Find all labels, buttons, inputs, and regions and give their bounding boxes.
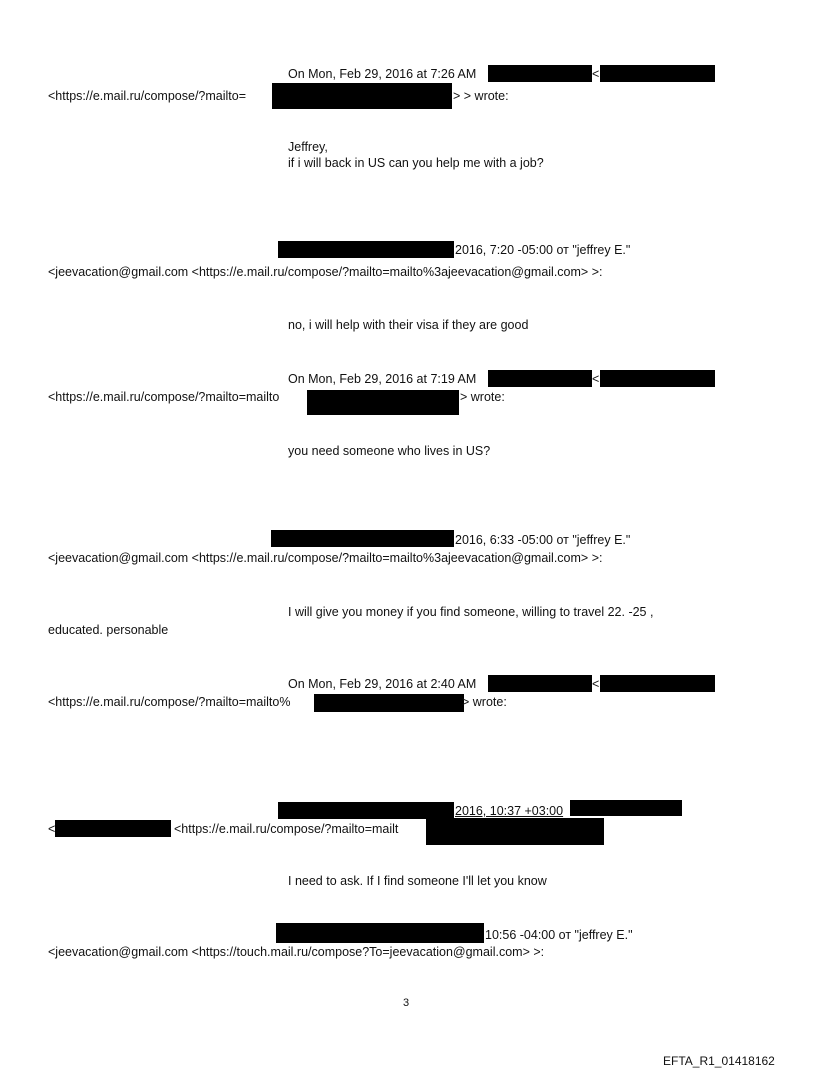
- sender-email-line[interactable]: <jeevacation@gmail.com <https://e.mail.ru/compose/?mailto=mailto%3ajeevacation@gmail.com> >:: [48, 551, 603, 565]
- email-bracket: <: [48, 822, 56, 836]
- redaction-box: [488, 65, 592, 82]
- redaction-box: [307, 390, 459, 415]
- redaction-box: [271, 530, 454, 547]
- redaction-box: [314, 694, 464, 712]
- wrote-text: > wrote:: [462, 695, 507, 709]
- mailto-link[interactable]: <https://e.mail.ru/compose/?mailto=mailt: [174, 822, 399, 836]
- redaction-box: [426, 818, 604, 845]
- email-bracket: <: [592, 372, 600, 386]
- quote-header-line: On Mon, Feb 29, 2016 at 2:40 AM: [288, 677, 477, 691]
- redaction-box: [278, 241, 454, 258]
- redaction-box: [600, 370, 715, 387]
- mailto-link[interactable]: <https://e.mail.ru/compose/?mailto=: [48, 89, 247, 103]
- redaction-box: [272, 83, 452, 109]
- redaction-box: [600, 65, 715, 82]
- bates-number: EFTA_R1_01418162: [663, 1054, 775, 1068]
- email-bracket: <: [592, 677, 600, 691]
- message-greeting: Jeffrey,: [288, 140, 328, 154]
- redaction-box: [570, 800, 682, 816]
- quote-header-line: 2016, 6:33 -05:00 от "jeffrey E.": [455, 533, 631, 547]
- message-body: no, i will help with their visa if they are good: [288, 318, 529, 332]
- message-body-continued: educated. personable: [48, 623, 169, 637]
- message-body: if i will back in US can you help me with a job?: [288, 156, 544, 170]
- redaction-box: [276, 923, 484, 943]
- wrote-text: > > wrote:: [453, 89, 509, 103]
- quote-header-line: On Mon, Feb 29, 2016 at 7:26 AM: [288, 67, 477, 81]
- wrote-text: > wrote:: [460, 390, 505, 404]
- sender-email-line[interactable]: <jeevacation@gmail.com <https://touch.mail.ru/compose?To=jeevacation@gmail.com> >:: [48, 945, 545, 959]
- redaction-box: [278, 802, 454, 819]
- quote-header-line: On Mon, Feb 29, 2016 at 7:19 AM: [288, 372, 477, 386]
- message-body: I will give you money if you find someone, willing to travel 22. -25 ,: [288, 605, 654, 619]
- message-body: you need someone who lives in US?: [288, 444, 491, 458]
- quote-header-line: 2016, 7:20 -05:00 от "jeffrey E.": [455, 243, 631, 257]
- redaction-box: [55, 820, 171, 837]
- message-body: I need to ask. If I find someone I'll let you know: [288, 874, 547, 888]
- redaction-box: [488, 675, 592, 692]
- page-number: 3: [403, 997, 410, 1009]
- redaction-box: [600, 675, 715, 692]
- quote-header-line: 2016, 10:37 +03:00: [455, 804, 564, 818]
- mailto-link[interactable]: <https://e.mail.ru/compose/?mailto=mailto: [48, 390, 280, 404]
- mailto-link[interactable]: <https://e.mail.ru/compose/?mailto=mailto%: [48, 695, 291, 709]
- quote-header-line: 10:56 -04:00 от "jeffrey E.": [485, 928, 633, 942]
- email-bracket: <: [592, 67, 600, 81]
- sender-email-line[interactable]: <jeevacation@gmail.com <https://e.mail.ru/compose/?mailto=mailto%3ajeevacation@gmail.com> >:: [48, 265, 603, 279]
- redaction-box: [488, 370, 592, 387]
